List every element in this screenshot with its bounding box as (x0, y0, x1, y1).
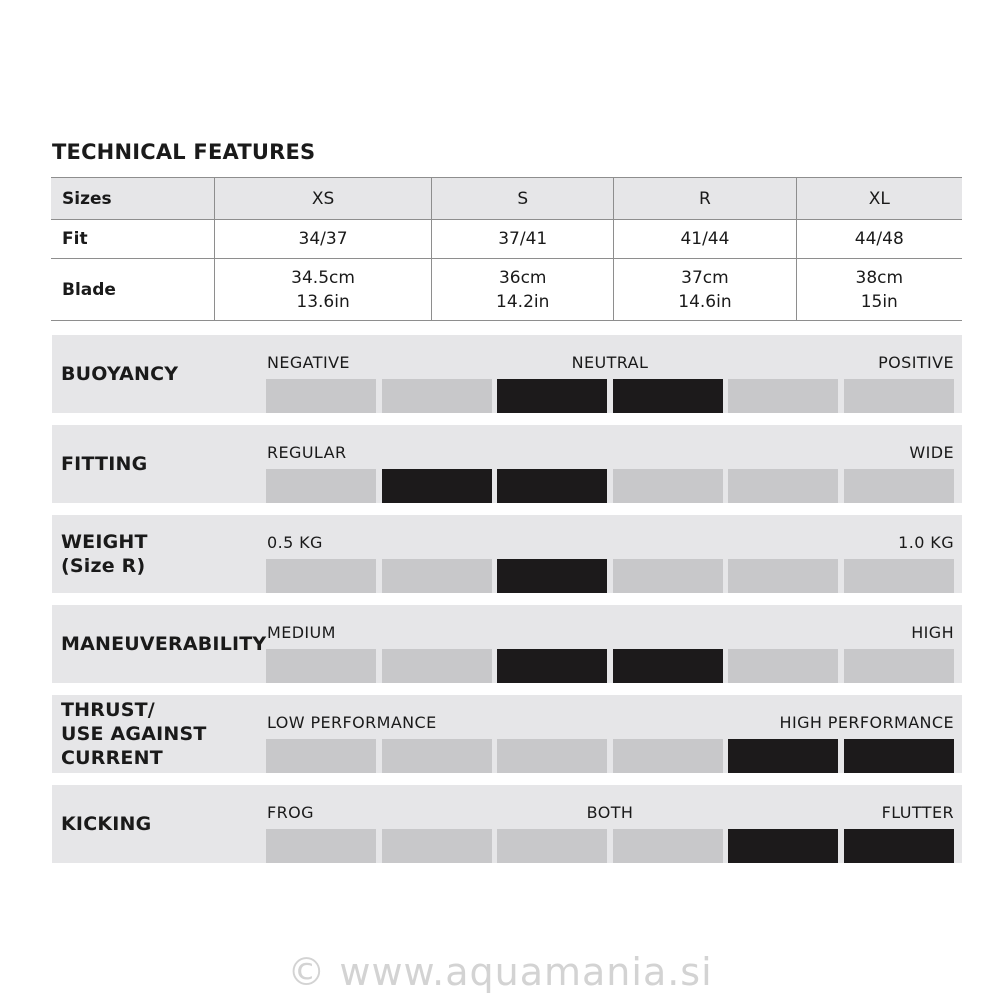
scale-min-label: NEGATIVE (267, 353, 350, 372)
rating-segment-empty (382, 829, 492, 863)
rating-segment-empty (266, 739, 376, 773)
rating-segment-empty (497, 829, 607, 863)
rating-segment-filled (382, 469, 492, 503)
scale-mid-label: BOTH (586, 803, 634, 822)
fit-s: 37/41 (432, 220, 614, 259)
rating-bar (266, 379, 954, 413)
rating-segment-filled (613, 379, 723, 413)
scale-max-label: HIGH (911, 623, 954, 642)
blade-xl (796, 259, 962, 321)
fit-xs: 34/37 (215, 220, 432, 259)
scale-max-label: HIGH PERFORMANCE (779, 713, 954, 732)
rating-segment-filled (728, 829, 838, 863)
blade-label: Blade (51, 259, 215, 321)
rating-segment-empty (728, 469, 838, 503)
scale-min-label: LOW PERFORMANCE (267, 713, 437, 732)
scale-max-label: 1.0 KG (898, 533, 954, 552)
rating-label (61, 362, 178, 386)
blade-r (614, 259, 796, 321)
scale-min-label: MEDIUM (267, 623, 336, 642)
rating-segment-empty (382, 739, 492, 773)
sizes-header-label: Sizes (51, 178, 215, 220)
size-s-header: S (432, 178, 614, 220)
rating-segment-filled (497, 649, 607, 683)
sizes-table (51, 177, 962, 321)
rating-label (61, 812, 151, 836)
rating-bar (266, 469, 954, 503)
rating-segment-filled (728, 739, 838, 773)
rating-segment-empty (497, 739, 607, 773)
rating-segment-empty (728, 559, 838, 593)
scale-labels (266, 713, 954, 731)
blade-xs-in: 13.6in (296, 291, 350, 312)
rating-label (61, 698, 207, 770)
rating-label (61, 452, 147, 476)
rating-label-line: KICKING (61, 813, 152, 835)
table-row-sizes (51, 178, 962, 220)
rating-label-line: BUOYANCY (61, 363, 179, 385)
rating-bar (266, 559, 954, 593)
rating-segment-empty (844, 649, 954, 683)
scale-labels (266, 443, 954, 461)
rating-segment-empty (613, 559, 723, 593)
rating-segment-empty (844, 559, 954, 593)
size-xs-header: XS (215, 178, 432, 220)
rating-segment-empty (266, 469, 376, 503)
scale-max-label: POSITIVE (878, 353, 954, 372)
rating-segment-empty (728, 649, 838, 683)
size-xl-header: XL (796, 178, 962, 220)
blade-xs (215, 259, 432, 321)
size-r-header: R (614, 178, 796, 220)
fit-r: 41/44 (614, 220, 796, 259)
watermark: © www.aquamania.si (287, 950, 713, 994)
scale-labels (266, 353, 954, 371)
blade-r-in: 14.6in (678, 291, 732, 312)
rating-segment-filled (497, 379, 607, 413)
rating-label-line: USE AGAINST (61, 723, 207, 745)
scale-max-label: FLUTTER (881, 803, 954, 822)
rating-segment-empty (613, 469, 723, 503)
scale-mid-label: NEUTRAL (571, 353, 649, 372)
rating-label-line: WEIGHT (61, 531, 148, 553)
rating-segment-empty (382, 559, 492, 593)
rating-segment-empty (382, 379, 492, 413)
rating-panel-fitting (52, 425, 962, 503)
rating-label (61, 530, 148, 578)
rating-segment-empty (266, 559, 376, 593)
scale-labels (266, 533, 954, 551)
rating-segment-filled (613, 649, 723, 683)
fit-label: Fit (51, 220, 215, 259)
scale-max-label: WIDE (909, 443, 954, 462)
rating-label-line: THRUST/ (61, 699, 155, 721)
page-title: TECHNICAL FEATURES (52, 140, 316, 164)
rating-label-line: MANEUVERABILITY (61, 633, 267, 655)
rating-segment-filled (844, 739, 954, 773)
blade-s (432, 259, 614, 321)
scale-min-label: REGULAR (267, 443, 347, 462)
rating-segment-empty (844, 379, 954, 413)
rating-bar (266, 829, 954, 863)
table-row-blade (51, 259, 962, 321)
rating-panel-thrust (52, 695, 962, 773)
rating-segment-empty (844, 469, 954, 503)
scale-labels (266, 803, 954, 821)
rating-segment-empty (266, 829, 376, 863)
rating-panel-buoyancy (52, 335, 962, 413)
rating-panel-kicking (52, 785, 962, 863)
rating-panel-weight (52, 515, 962, 593)
rating-segment-empty (266, 379, 376, 413)
rating-segment-empty (382, 649, 492, 683)
rating-segment-empty (266, 649, 376, 683)
fit-xl: 44/48 (796, 220, 962, 259)
scale-labels (266, 623, 954, 641)
scale-min-label: 0.5 KG (267, 533, 323, 552)
rating-segment-empty (613, 829, 723, 863)
rating-segment-filled (844, 829, 954, 863)
rating-label (61, 632, 266, 656)
blade-r-cm: 37cm (681, 267, 729, 288)
rating-label-line: FITTING (61, 453, 148, 475)
rating-panel-maneuverability (52, 605, 962, 683)
rating-segment-filled (497, 559, 607, 593)
rating-label-line: CURRENT (61, 747, 163, 769)
blade-s-in: 14.2in (496, 291, 550, 312)
blade-xs-cm: 34.5cm (291, 267, 355, 288)
rating-segment-empty (728, 379, 838, 413)
rating-segment-empty (613, 739, 723, 773)
rating-bar (266, 649, 954, 683)
scale-min-label: FROG (267, 803, 314, 822)
rating-label-line: (Size R) (61, 555, 146, 577)
table-row-fit (51, 220, 962, 259)
blade-s-cm: 36cm (498, 267, 547, 288)
blade-xl-cm: 38cm (855, 267, 904, 288)
blade-xl-in: 15in (860, 291, 898, 312)
rating-segment-filled (497, 469, 607, 503)
rating-bar (266, 739, 954, 773)
